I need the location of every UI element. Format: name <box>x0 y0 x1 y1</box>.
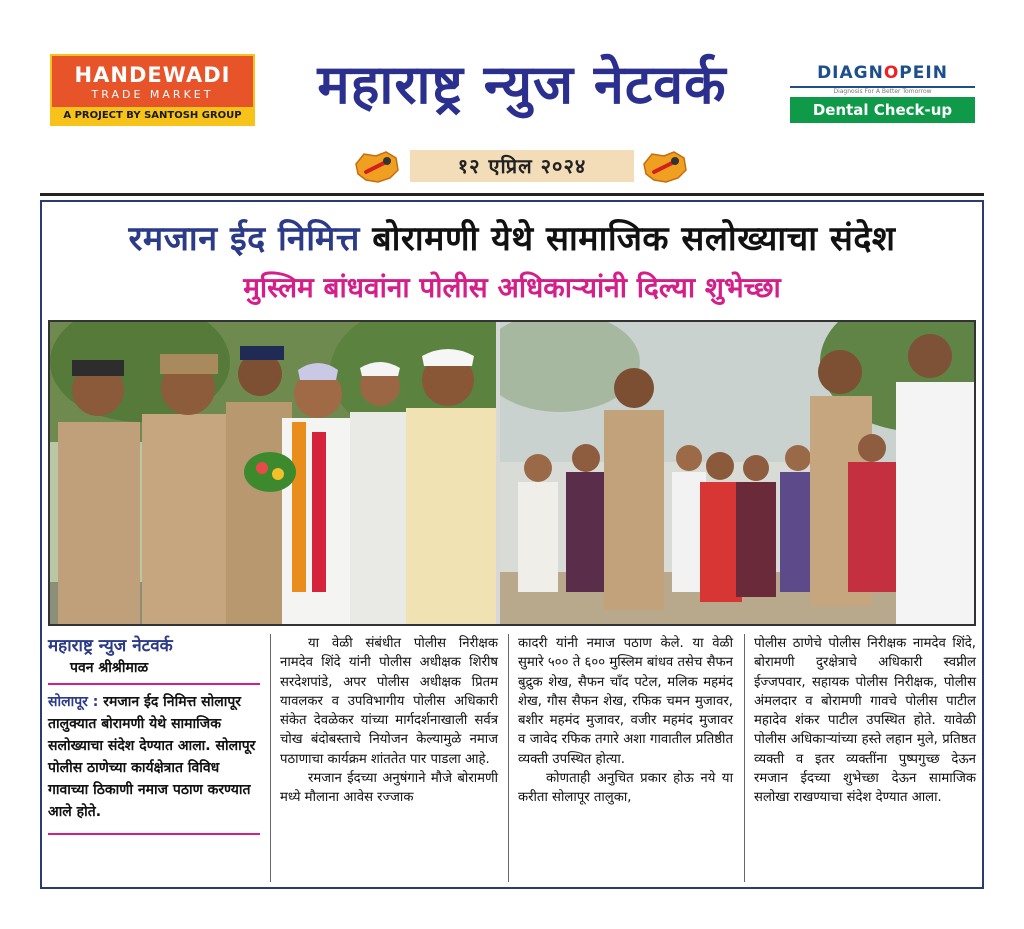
dental-offer: Dental Check-up ₹50/- <box>790 97 975 123</box>
header-rule <box>40 193 984 196</box>
newspaper-masthead: महाराष्ट्र न्युज नेटवर्क <box>317 53 727 116</box>
photo-strip <box>48 320 976 626</box>
column-divider <box>508 634 509 882</box>
diagnopein-logo: DIAGNOPEIN <box>790 60 975 88</box>
article-frame <box>40 200 984 889</box>
column-divider <box>744 634 745 882</box>
diagnopein-ad <box>790 60 975 145</box>
article-column-4 <box>754 634 976 808</box>
paragraph: कादरी यांनी नमाज पठाण केले. या वेळी सुमारे ५०० ते ६०० मुस्लिम बांधव तसेच सैफन बुद्रुक शेख, सैफन चाँद पटेल, मलिक महमंद शेख, गौस सैफन शेख, रफिक चमन मुजावर, बशीर महमंद मुजावर, वजीर महमंद मुजावर व जावेद रफिक तगारे अशा गावातील प्रतिष्ठीत व्यक्ती उपस्थित होत्या. <box>518 636 733 767</box>
map-stamp-icon <box>352 150 402 184</box>
article-column-1 <box>48 634 260 841</box>
lead-divider <box>48 833 260 835</box>
article-lead <box>48 691 260 823</box>
byline-organization: महाराष्ट्र न्युज नेटवर्क <box>48 636 173 656</box>
article-column-3 <box>518 634 733 808</box>
handewadi-project: A PROJECT BY SANTOSH GROUP <box>52 107 253 124</box>
paragraph: या वेळी संबंधीत पोलीस निरीक्षक नामदेव शिंदे यांनी पोलीस अधीक्षक शिरीष सरदेशपांडे, अपर पोलीस अधीक्षक प्रितम यावलकर व उपविभागीय पोलीस अधिकारी संकेत देवळेकर यांच्या मार्गदर्शनाखाली सर्वत्र चोख बंदोबस्ताचे नियोजन केल्यामुळे नमाज पठाणाचा कार्यक्रम शांततेत पार पाडला आहे. <box>280 636 498 767</box>
dateline-place: सोलापूर : <box>48 694 99 710</box>
paragraph: पोलीस ठाणेचे पोलीस निरीक्षक नामदेव शिंदे, बोरामणी दुरक्षेत्राचे अधिकारी स्वप्नील ईज्जपवार, सहायक पोलीस निरीक्षक, पोलीस अंमलदार व बोरामणी गावचे पोलीस पाटील महादेव शंकर पाटील उपस्थित होते. यावेळी पोलीस अधिकाऱ्यांच्या हस्ते लहान मुले, प्रतिष्ठत व्यक्ती व इतर व्यक्तींना पुष्पगुच्छ देऊन रमजान ईदच्या शुभेच्छा देऊन सामाजिक सलोखा राखण्याचा संदेश देण्यात आला. <box>754 636 976 806</box>
headline-part-a: रमजान ईद निमित्त <box>128 219 360 259</box>
article-subhead: मुस्लिम बांधवांना पोलीस अधिकाऱ्यांनी दिल्या शुभेच्छा <box>243 271 781 304</box>
map-stamp-icon <box>640 150 690 184</box>
byline-reporter: पवन श्रीश्रीमाळ <box>70 660 149 676</box>
handewadi-subtitle: TRADE MARKET <box>91 88 214 101</box>
column-divider <box>270 634 271 882</box>
photo-officers-greeting <box>50 322 496 624</box>
diagnopein-tagline: Diagnosis For A Better Tomorrow <box>833 88 932 95</box>
handewadi-brand: HANDEWADI <box>74 63 231 87</box>
issue-date: १२ एप्रिल २०२४ <box>410 150 634 182</box>
photo-officers-with-children <box>500 322 974 624</box>
paragraph: रमजान ईदच्या अनुषंगाने मौजे बोरामणी मध्ये मौलाना आवेस रज्जाक <box>280 771 498 806</box>
paragraph: कोणताही अनुचित प्रकार होऊ नये या करीता सोलापूर तालुका, <box>518 771 733 806</box>
lead-text: रमजान ईद निमित्त सोलापूर तालुक्यात बोरामणी येथे सामाजिक सलोख्याचा संदेश देण्यात आला. सोलापूर पोलीस ठाणेच्या कार्यक्षेत्रात विविध गावाच्या ठिकाणी नमाज पठाण करण्यात आले होते. <box>48 694 256 820</box>
headline-part-b: बोरामणी येथे सामाजिक सलोख्याचा संदेश <box>372 219 896 259</box>
article-column-2 <box>280 634 498 808</box>
byline-divider <box>48 683 260 685</box>
article-headline <box>42 214 982 260</box>
handewadi-ad <box>50 54 255 126</box>
